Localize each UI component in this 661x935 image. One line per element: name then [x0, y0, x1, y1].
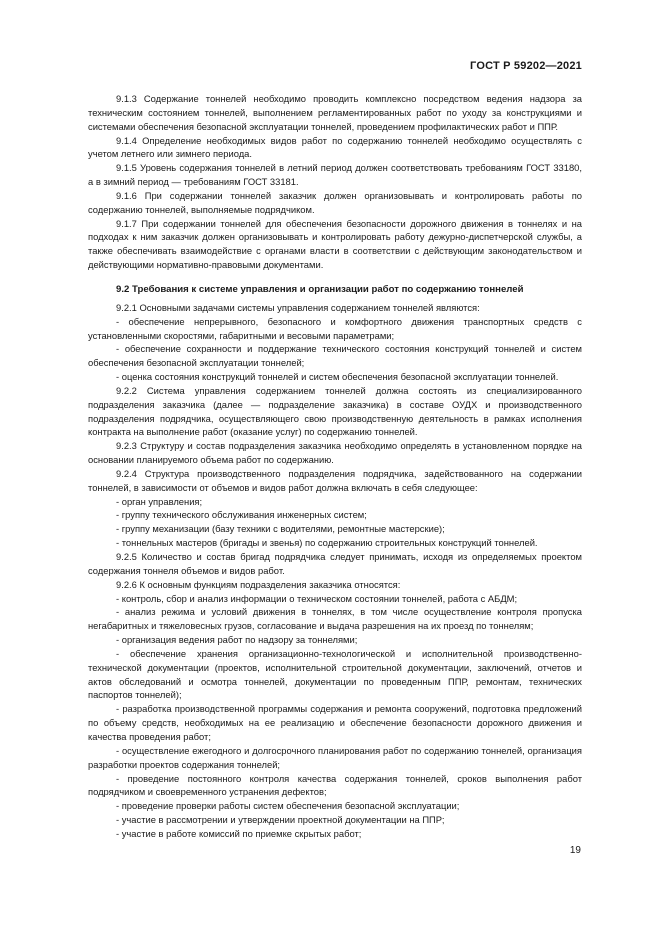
paragraph: 9.1.3 Содержание тоннелей необходимо проводить комплексно посредством ведения надзора за техническим состоянием тоннелей, выполнением регламентированных работ по уходу за конструкциями и системами обеспечения безопасной эксплуатации тоннелей, проведением профилактических работ и ППР. — [88, 93, 582, 132]
list-item: - анализ режима и условий движения в тоннелях, в том числе осуществление контроля пропуска негабаритных и тяжеловесных грузов, согласование и выдача разрешения на их проезд по тоннелям; — [88, 605, 582, 633]
list-item: - участие в рассмотрении и утверждении проектной документации на ППР; — [88, 813, 582, 827]
list-item: - разработка производственной программы содержания и ремонта сооружений, подготовка предложений по объему средств, необходимых на ее реализацию и обеспечение безопасности дорожного движения и качества проведения работ; — [88, 702, 582, 744]
section-heading: 9.2 Требования к системе управления и организации работ по содержанию тоннелей — [116, 283, 524, 295]
paragraph: 9.1.5 Уровень содержания тоннелей в летний период должен соответствовать требованиям ГОСТ 33180, а в зимний период — требованиям ГОСТ 33181. — [88, 162, 582, 188]
list-item: - обеспечение сохранности и поддержание технического состояния конструкций тоннелей и систем обеспечения безопасной эксплуатации тоннелей; — [88, 342, 582, 370]
list-item: - участие в работе комиссий по приемке скрытых работ; — [88, 827, 582, 841]
paragraph: 9.2.1 Основными задачами системы управления содержанием тоннелей являются: — [116, 301, 480, 313]
paragraph: 9.1.4 Определение необходимых видов работ по содержанию тоннелей необходимо осуществлять с учетом летнего или зимнего периода. — [88, 134, 582, 160]
paragraph: 9.1.6 При содержании тоннелей заказчик должен организовывать и контролировать работы по содержанию тоннелей, выполняемые подрядчиком. — [88, 189, 582, 215]
list-item: - обеспечение непрерывного, безопасного и комфортного движения транспортных средств с установленными скоростями, габаритными и весовыми параметрами; — [88, 315, 582, 343]
list-item: - обеспечение хранения организационно-технологической и исполнительной производственно-технической документации (проектов, исполнительной строительной документации, заключений, отчетов и актов обследований и осмотра тоннелей, документации по проведенным ППР, ремонтам, технических паспортов тоннелей); — [88, 647, 582, 702]
list-item: - проведение постоянного контроля качества содержания тоннелей, сроков выполнения работ подрядчиком и своевременного устранения дефектов; — [88, 772, 582, 800]
paragraph: 9.2.2 Система управления содержанием тоннелей должна состоять из специализированного подразделения заказчика (далее — подразделение заказчика) в составе ОУДХ и производственного подразделения подрядчика, осуществляющего свою производственную деятельность в рамках исполнения контракта на выполнение работ (оказание услуг) по содержанию тоннелей. — [88, 384, 582, 438]
list-item: - группу механизации (базу техники с водителями, ремонтные мастерские); — [88, 522, 582, 536]
list-item: - группу технического обслуживания инженерных систем; — [88, 508, 582, 522]
list-item: - контроль, сбор и анализ информации о техническом состоянии тоннелей, работа с АБДМ; — [88, 592, 582, 606]
paragraph: 9.1.7 При содержании тоннелей для обеспечения безопасности дорожного движения в тоннелях и на подходах к ним заказчик должен организовывать и контролировать работу дежурно-диспетчерской службы, а также обеспечивать взаимодействие с органами власти в соответствии с действующим законодательством и действующими нормативно-правовыми документами. — [88, 217, 582, 271]
list-item: - организация ведения работ по надзору за тоннелями; — [88, 633, 582, 647]
paragraph: 9.2.5 Количество и состав бригад подрядчика следует принимать, исходя из определяемых проектом содержания тоннеля объемов и видов работ. — [88, 551, 582, 576]
list-item: - проведение проверки работы систем обеспечения безопасной эксплуатации; — [88, 799, 582, 813]
list-item: - тоннельных мастеров (бригады и звенья) по содержанию строительных конструкций тоннелей. — [88, 536, 582, 550]
document-body — [88, 92, 582, 841]
list-item: - орган управления; — [88, 495, 582, 509]
paragraph: 9.2.4 Структура производственного подразделения подрядчика, задействованного на содержании тоннелей, в зависимости от объемов и видов работ должна включать в себя следующее: — [88, 467, 582, 493]
document-standard-number: ГОСТ Р 59202—2021 — [470, 60, 582, 72]
list-item: - оценка состояния конструкций тоннелей и систем обеспечения безопасной эксплуатации тоннелей. — [88, 370, 582, 384]
page-number: 19 — [569, 845, 581, 856]
paragraph: 9.2.3 Структуру и состав подразделения заказчика необходимо определять в установленном порядке на основании планируемого объема работ по содержанию. — [88, 440, 582, 466]
list-item: - осуществление ежегодного и долгосрочного планирования работ по содержанию тоннелей, организация разработки проектов содержания тоннелей; — [88, 744, 582, 772]
paragraph: 9.2.6 К основным функциям подразделения заказчика относятся: — [116, 578, 401, 590]
